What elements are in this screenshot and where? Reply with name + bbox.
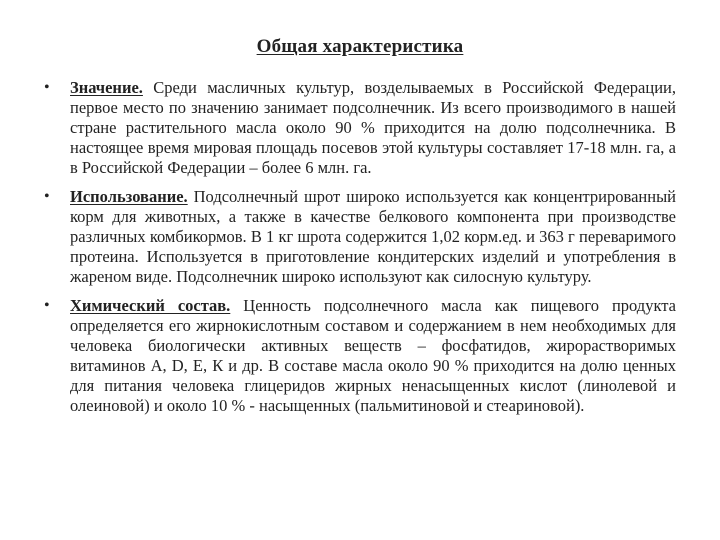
list-item-significance: [44, 78, 676, 178]
bullet-icon: •: [44, 79, 50, 96]
bullet-list: [44, 78, 676, 425]
list-item-usage: [44, 187, 676, 287]
item-heading: Значение.: [70, 78, 143, 97]
item-text: Среди масличных культур, возделываемых в Российской Федерации, первое место по значению занимает подсолнечник. Из всего производимого в нашей стране растительного масла около 90 % приходится на долю подсолнечника. В настоящее время мировая площадь посевов этой культуры составляет 17-18 млн. га, а в Российской Федерации – более 6 млн. га.: [70, 78, 676, 177]
item-text: Ценность подсолнечного масла как пищевого продукта определяется его жирнокислотным составом и содержанием в нем необходимых для человека биологически активных веществ – фосфатидов, жирорастворимых витаминов А, D, Е, К и др. В составе масла около 90 % приходится на долю ценных для питания человека глицеридов жирных ненасыщенных кислот (линолевой и олеиновой) и около 10 % - насыщенных (пальмитиновой и стеариновой).: [70, 296, 676, 415]
item-heading: Использование.: [70, 187, 188, 206]
bullet-icon: •: [44, 188, 50, 205]
item-text: Подсолнечный шрот широко используется как концентрированный корм для животных, а также в качестве белкового компонента при производстве различных комбикормов. В 1 кг шрота содержится 1,02 корм.ед. и 363 г переваримого протеина. Используется в приготовление кондитерских изделий и употребления в жареном виде. Подсолнечник широко используют как силосную культуру.: [70, 187, 676, 286]
bullet-icon: •: [44, 297, 50, 314]
slide-title: Общая характеристика: [256, 36, 464, 57]
list-item-chemical-composition: [44, 296, 676, 416]
item-heading: Химический состав.: [70, 296, 231, 315]
